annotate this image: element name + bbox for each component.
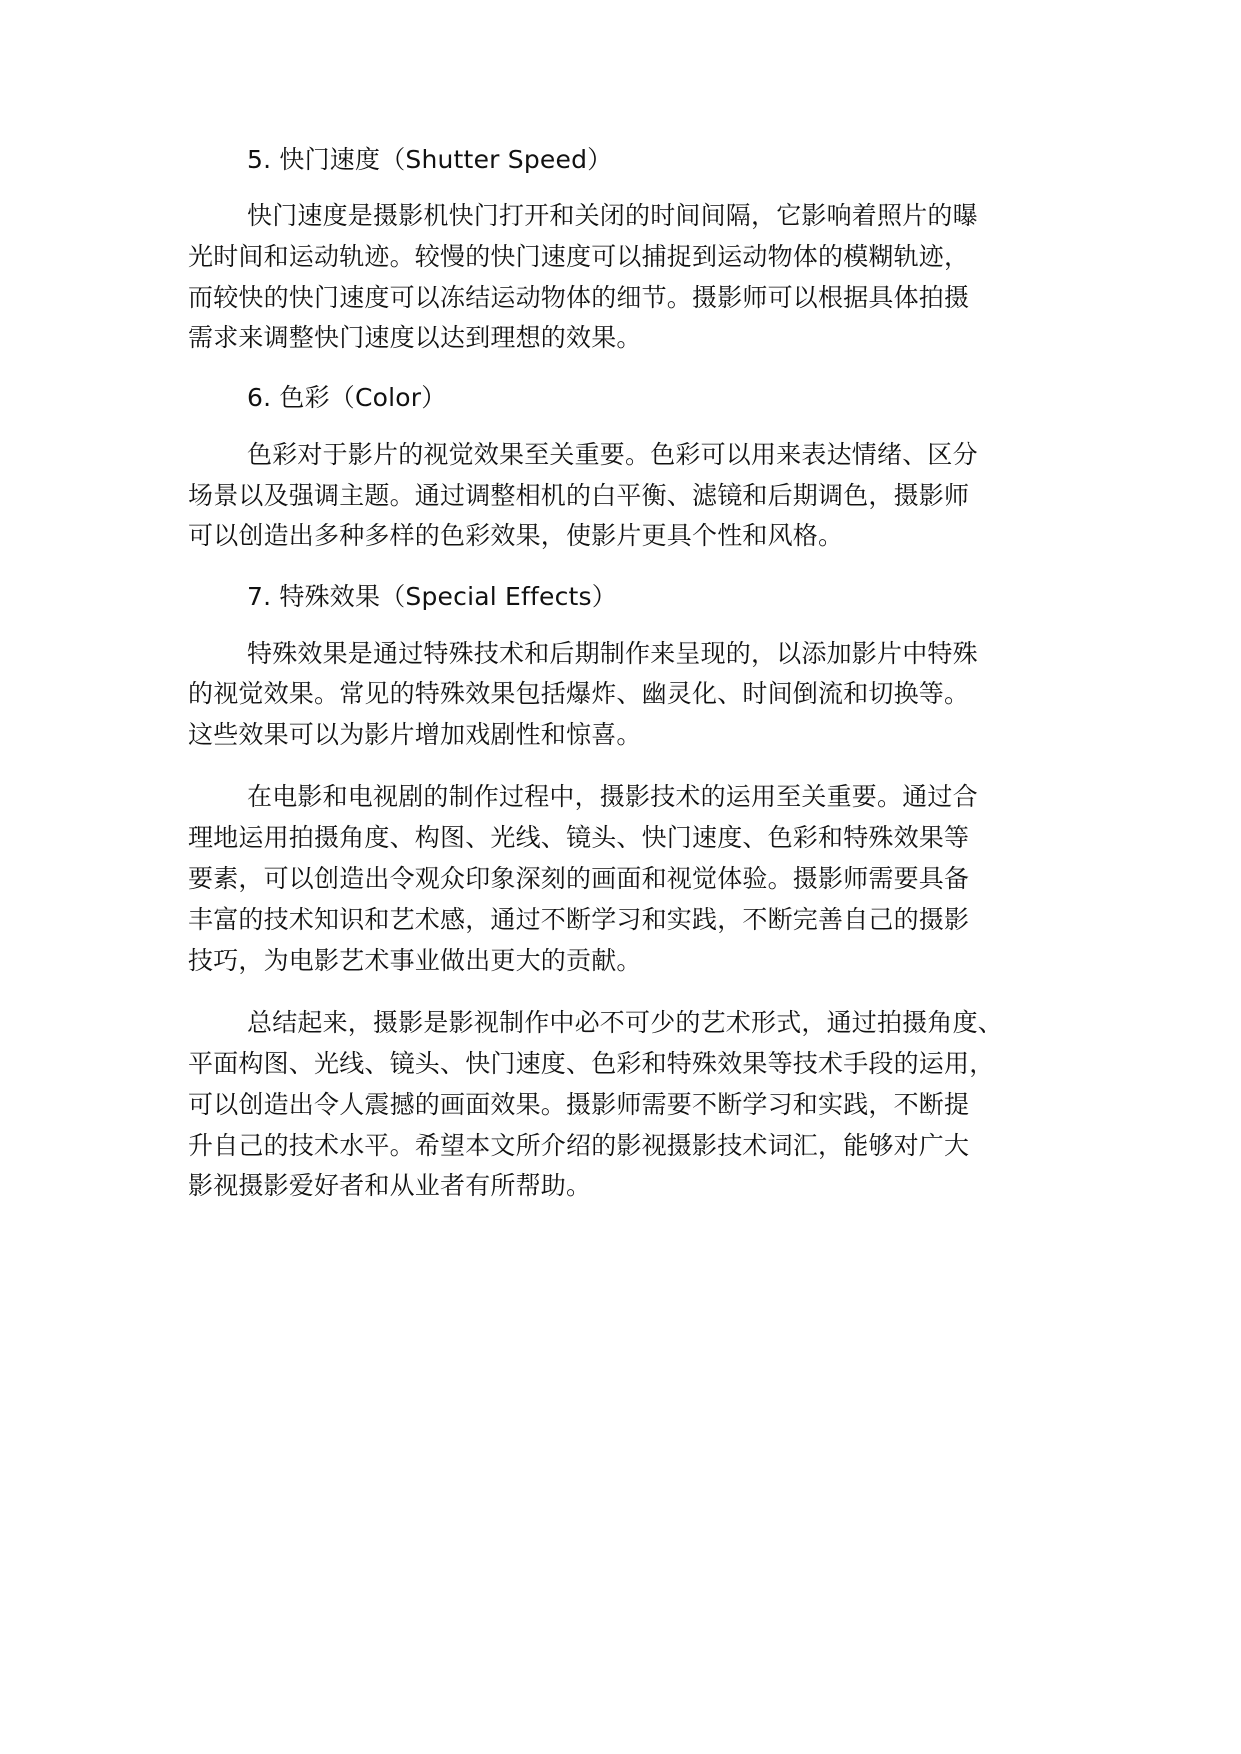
paragraph-line: 理地运用拍摄角度、构图、光线、镜头、快门速度、色彩和特殊效果等 — [188, 823, 970, 852]
paragraph-line: 在电影和电视剧的制作过程中，摄影技术的运用至关重要。通过合 — [247, 782, 978, 811]
paragraph-line: 而较快的快门速度可以冻结运动物体的细节。摄影师可以根据具体拍摄 — [188, 283, 970, 312]
section-heading: 7. 特殊效果（Special Effects） — [247, 582, 617, 611]
paragraph-line: 场景以及强调主题。通过调整相机的白平衡、滤镜和后期调色，摄影师 — [188, 481, 970, 510]
paragraph-line: 需求来调整快门速度以达到理想的效果。 — [188, 323, 642, 352]
paragraph-line: 总结起来，摄影是影视制作中必不可少的艺术形式，通过拍摄角度、 — [247, 1008, 1004, 1037]
paragraph-line: 要素，可以创造出令观众印象深刻的画面和视觉体验。摄影师需要具备 — [188, 864, 970, 893]
paragraph-line: 色彩对于影片的视觉效果至关重要。色彩可以用来表达情绪、区分 — [247, 440, 978, 469]
paragraph-line: 丰富的技术知识和艺术感，通过不断学习和实践，不断完善自己的摄影 — [188, 905, 970, 934]
paragraph-line: 平面构图、光线、镜头、快门速度、色彩和特殊效果等技术手段的运用， — [188, 1049, 995, 1078]
paragraph-line: 这些效果可以为影片增加戏剧性和惊喜。 — [188, 720, 642, 749]
paragraph-line: 升自己的技术水平。希望本文所介绍的影视摄影技术词汇，能够对广大 — [188, 1131, 970, 1160]
paragraph-line: 可以创造出多种多样的色彩效果，使影片更具个性和风格。 — [188, 521, 844, 550]
section-heading: 5. 快门速度（Shutter Speed） — [247, 145, 613, 174]
paragraph-line: 影视摄影爱好者和从业者有所帮助。 — [188, 1171, 592, 1200]
paragraph-line: 技巧，为电影艺术事业做出更大的贡献。 — [188, 946, 642, 975]
paragraph-line: 特殊效果是通过特殊技术和后期制作来呈现的，以添加影片中特殊 — [247, 639, 978, 668]
paragraph-line: 光时间和运动轨迹。较慢的快门速度可以捕捉到运动物体的模糊轨迹， — [188, 242, 970, 271]
section-heading: 6. 色彩（Color） — [247, 383, 447, 412]
paragraph-line: 的视觉效果。常见的特殊效果包括爆炸、幽灵化、时间倒流和切换等。 — [188, 679, 970, 708]
paragraph-line: 可以创造出令人震撼的画面效果。摄影师需要不断学习和实践，不断提 — [188, 1090, 970, 1119]
paragraph-line: 快门速度是摄影机快门打开和关闭的时间间隔，它影响着照片的曝 — [247, 201, 978, 230]
